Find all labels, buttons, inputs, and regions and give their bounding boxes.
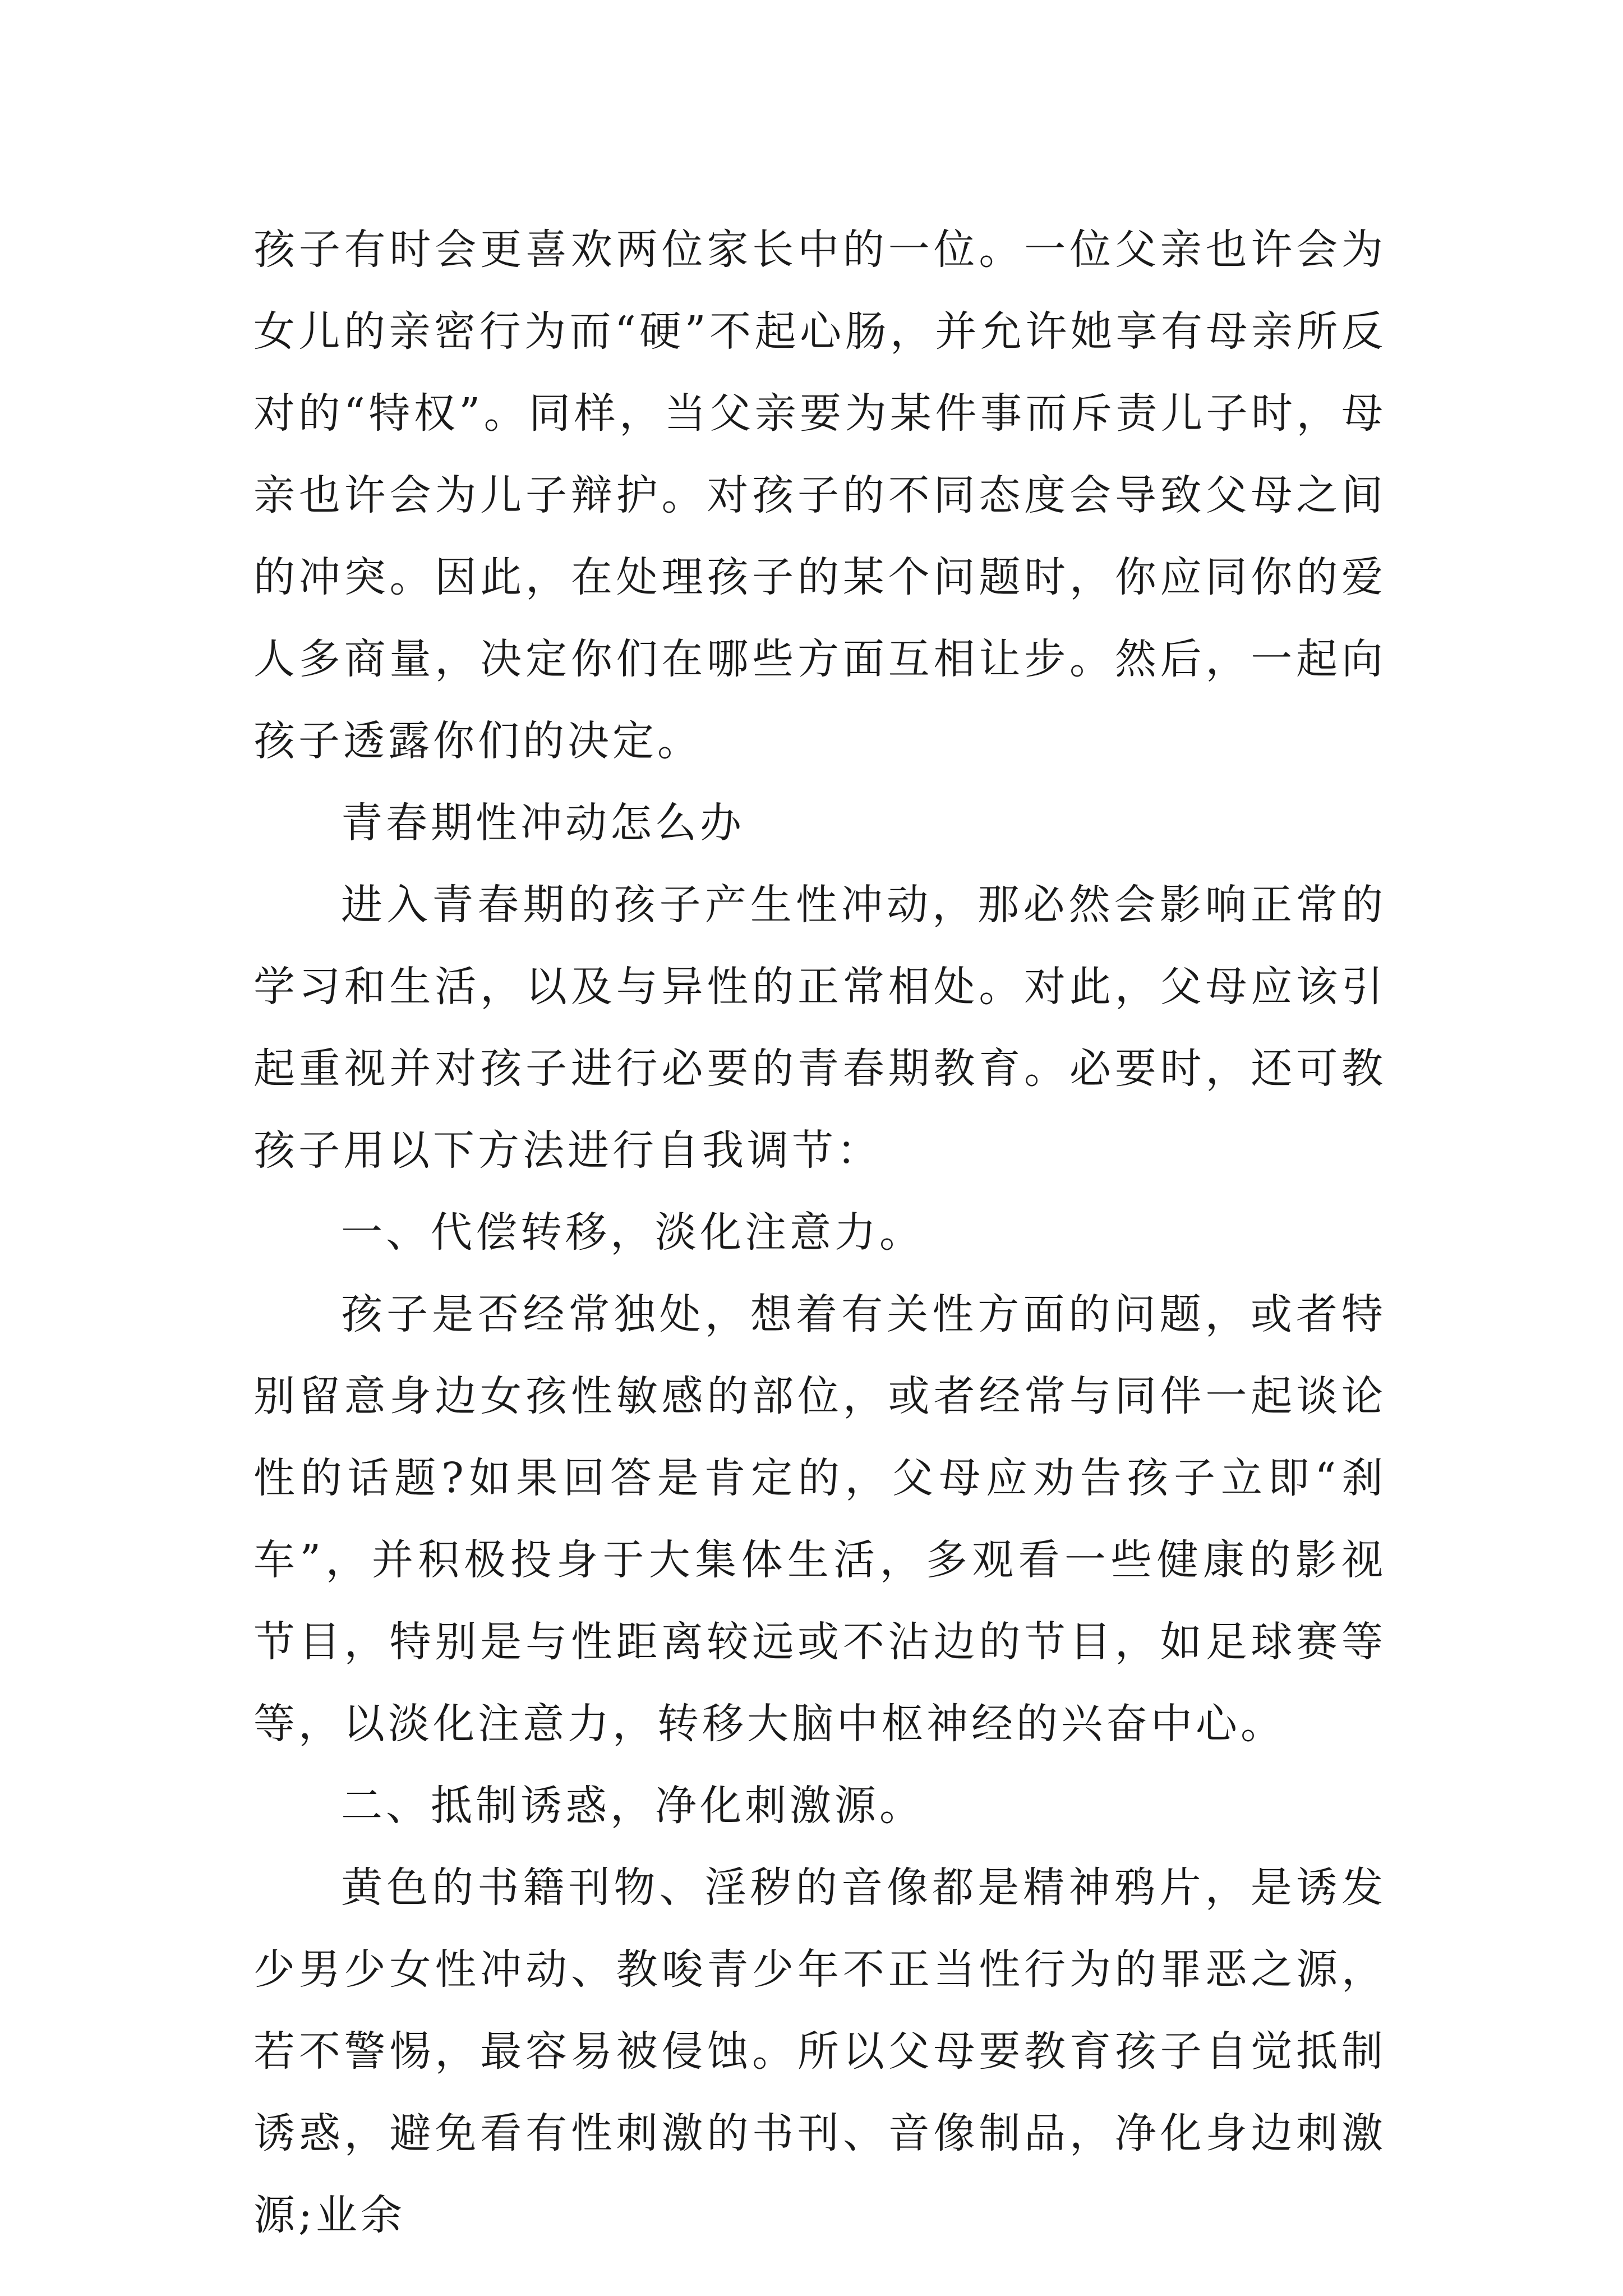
subheading: 一、代偿转移，淡化注意力。	[341, 1208, 924, 1257]
paragraph-continuation: 孩子有时会更喜欢两位家长中的一位。一位父亲也许会为女儿的亲密行为而“硬”不起心肠，并允许她享有母亲所反对的“特权”。同样，当父亲要为某件事而斥责儿子时，母亲也许会为儿子辩护。对孩子的不同态度会导致父母之间的冲突。因此，在处理孩子的某个问题时，你应同你的爱人多商量，决定你们在哪些方面互相让步。然后，一起向孩子透露你们的决定。	[253, 226, 1386, 765]
paragraph: 孩子是否经常独处，想着有关性方面的问题，或者特别留意身边女孩性敏感的部位，或者经常与同伴一起谈论性的话题?如果回答是肯定的，父母应劝告孩子立即“刹车”，并积极投身于大集体生活，多观看一些健康的影视节目，特别是与性距离较远或不沾边的节目，如足球赛等等，以淡化注意力，转移大脑中枢神经的兴奋中心。	[253, 1290, 1386, 1748]
paragraph: 进入青春期的孩子产生性冲动，那必然会影响正常的学习和生活，以及与异性的正常相处。对此，父母应该引起重视并对孩子进行必要的青春期教育。必要时，还可教孩子用以下方法进行自我调节：	[253, 881, 1386, 1175]
document-body	[253, 209, 1386, 2256]
paragraph: 黄色的书籍刊物、淫秽的音像都是精神鸦片，是诱发少男少女性冲动、教唆青少年不正当性行为的罪恶之源，若不警惕，最容易被侵蚀。所以父母要教育孩子自觉抵制诱惑，避免看有性刺激的书刊、音像制品，净化身边刺激源;业余	[253, 1864, 1386, 2239]
subheading: 二、抵制诱惑，净化刺激源。	[341, 1782, 924, 1830]
section-heading: 青春期性冲动怎么办	[341, 799, 745, 847]
